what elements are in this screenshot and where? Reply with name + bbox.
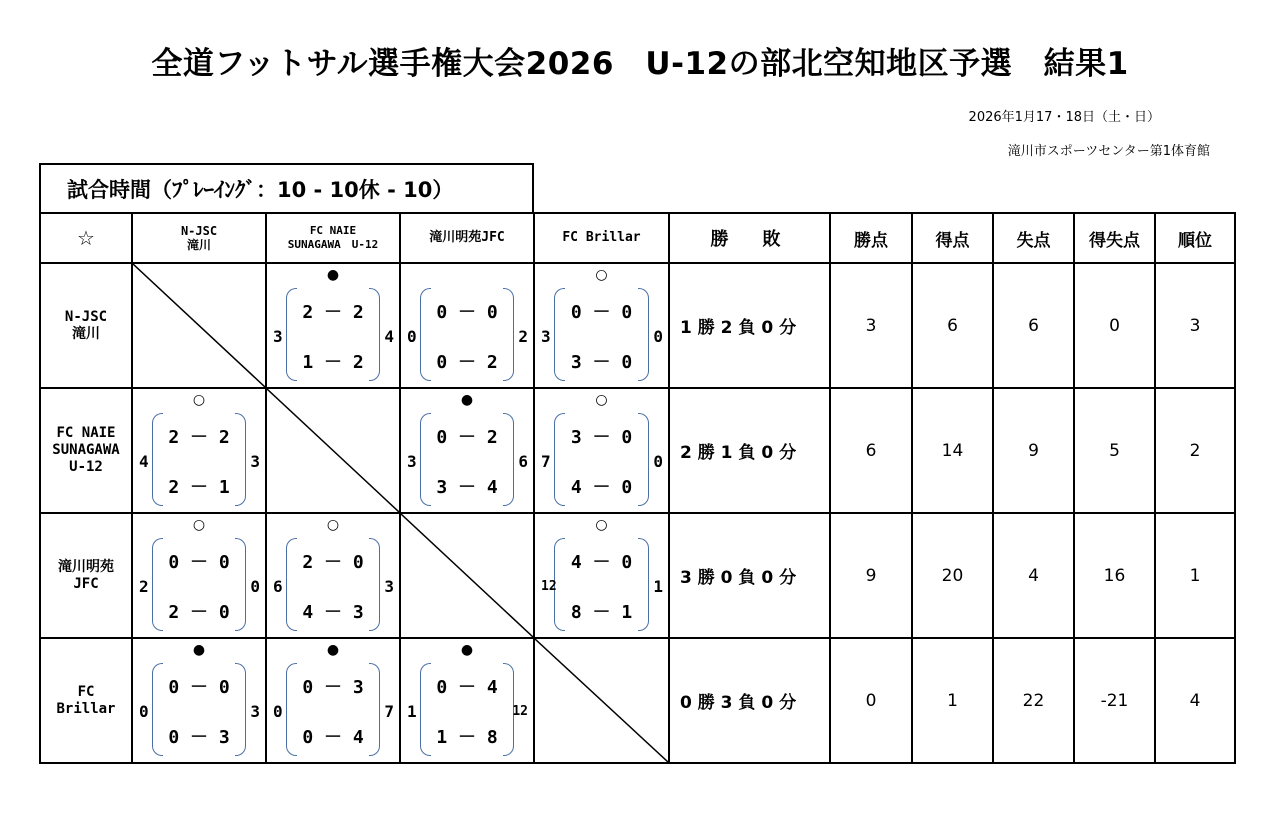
- total-score-away: 12: [512, 704, 528, 719]
- result-mark-icon: ●: [460, 642, 474, 658]
- row-team-name: FC Brillar: [40, 638, 132, 763]
- match-result: [267, 264, 399, 387]
- total-score-away: 7: [384, 702, 394, 721]
- bracket-right: [638, 538, 649, 631]
- match-result: [133, 389, 265, 512]
- total-score-home: 0: [273, 702, 283, 721]
- first-half-score: 0 － 0: [168, 677, 230, 698]
- first-half-score: 4 － 0: [570, 552, 633, 573]
- self-match-cell: [132, 263, 266, 388]
- total-score-home: 3: [407, 452, 417, 471]
- header-team-1: N-JSC 滝川: [132, 213, 266, 263]
- match-cell: [400, 388, 534, 513]
- result-mark-icon: ○: [595, 392, 608, 408]
- result-mark-icon: ●: [192, 642, 206, 658]
- first-half-score: 0 － 0: [570, 302, 633, 323]
- goals-against-cell: 4: [993, 513, 1074, 638]
- bracket-right: [235, 538, 246, 631]
- record-cell: 1 勝 2 負 0 分: [669, 263, 830, 388]
- bracket-right: [503, 413, 514, 506]
- match-cell: [534, 263, 669, 388]
- bracket-right: [369, 538, 380, 631]
- self-match-cell: [400, 513, 534, 638]
- goals-against-cell: 9: [993, 388, 1074, 513]
- bracket-right: [638, 413, 649, 506]
- goals-for-cell: 14: [912, 388, 993, 513]
- second-half-score: 3 － 0: [570, 352, 633, 373]
- match-result: [133, 639, 265, 762]
- total-score-home: 1: [407, 702, 417, 721]
- header-goals-against: 失点: [993, 213, 1074, 263]
- header-team-3: 滝川明苑JFC: [400, 213, 534, 263]
- total-score-away: 4: [384, 327, 394, 346]
- match-result: [267, 639, 399, 762]
- header-row: [40, 213, 1235, 263]
- goals-against-cell: 6: [993, 263, 1074, 388]
- match-result: [535, 389, 668, 512]
- match-cell: [266, 513, 400, 638]
- row-team-name: 滝川明苑 JFC: [40, 513, 132, 638]
- table-row: [40, 638, 1235, 763]
- match-cell: [132, 388, 266, 513]
- match-cell: [266, 638, 400, 763]
- diagonal-line: [267, 389, 399, 512]
- bracket-left: [286, 538, 297, 631]
- match-cell: [132, 638, 266, 763]
- first-half-score: 2 － 0: [302, 552, 364, 573]
- header-points: 勝点: [830, 213, 912, 263]
- total-score-home: 0: [139, 702, 149, 721]
- second-half-score: 0 － 2: [436, 352, 498, 373]
- first-half-score: 0 － 0: [436, 302, 498, 323]
- self-match-cell: [534, 638, 669, 763]
- goal-diff-cell: 5: [1074, 388, 1155, 513]
- result-mark-icon: ○: [595, 267, 608, 283]
- row-team-name: N-JSC 滝川: [40, 263, 132, 388]
- result-mark-icon: ○: [192, 392, 206, 408]
- result-mark-icon: ○: [192, 517, 206, 533]
- first-half-score: 0 － 3: [302, 677, 364, 698]
- bracket-right: [638, 288, 649, 381]
- header-goals-for: 得点: [912, 213, 993, 263]
- match-result: [133, 514, 265, 637]
- match-result: [401, 389, 533, 512]
- total-score-away: 2: [518, 327, 528, 346]
- results-table: [39, 212, 1236, 764]
- total-score-home: 2: [139, 577, 149, 596]
- event-venue: 滝川市スポーツセンター第1体育館: [1007, 144, 1210, 159]
- points-cell: 9: [830, 513, 912, 638]
- table-row: [40, 513, 1235, 638]
- total-score-away: 3: [250, 452, 260, 471]
- goals-against-cell: 22: [993, 638, 1074, 763]
- second-half-score: 1 － 2: [302, 352, 364, 373]
- rank-cell: 4: [1155, 638, 1235, 763]
- rank-cell: 3: [1155, 263, 1235, 388]
- first-half-score: 0 － 0: [168, 552, 230, 573]
- total-score-home: 6: [273, 577, 283, 596]
- goals-for-cell: 1: [912, 638, 993, 763]
- goals-for-cell: 20: [912, 513, 993, 638]
- record-cell: 3 勝 0 負 0 分: [669, 513, 830, 638]
- bracket-left: [152, 663, 163, 756]
- match-cell: [534, 388, 669, 513]
- total-score-home: 3: [273, 327, 283, 346]
- second-half-score: 1 － 8: [436, 727, 498, 748]
- result-mark-icon: ●: [326, 267, 340, 283]
- second-half-score: 0 － 3: [168, 727, 230, 748]
- result-mark-icon: ○: [595, 517, 608, 533]
- total-score-away: 0: [653, 452, 663, 471]
- total-score-home: 3: [541, 327, 551, 346]
- diagonal-line: [133, 264, 265, 387]
- bracket-right: [369, 663, 380, 756]
- header-goal-diff: 得失点: [1074, 213, 1155, 263]
- goal-diff-cell: 0: [1074, 263, 1155, 388]
- match-cell: [266, 263, 400, 388]
- total-score-home: 4: [139, 452, 149, 471]
- goals-for-cell: 6: [912, 263, 993, 388]
- second-half-score: 2 － 0: [168, 602, 230, 623]
- bracket-left: [420, 288, 431, 381]
- bracket-left: [152, 538, 163, 631]
- record-cell: 0 勝 3 負 0 分: [669, 638, 830, 763]
- goal-diff-cell: -21: [1074, 638, 1155, 763]
- total-score-home: 12: [541, 579, 557, 594]
- rank-cell: 2: [1155, 388, 1235, 513]
- match-cell: [400, 638, 534, 763]
- match-cell: [132, 513, 266, 638]
- second-half-score: 8 － 1: [570, 602, 633, 623]
- header-team-4: FC Brillar: [534, 213, 669, 263]
- first-half-score: 0 － 4: [436, 677, 498, 698]
- bracket-right: [369, 288, 380, 381]
- total-score-home: 0: [407, 327, 417, 346]
- total-score-away: 6: [518, 452, 528, 471]
- total-score-home: 7: [541, 452, 551, 471]
- match-result: [535, 264, 668, 387]
- result-mark-icon: ●: [326, 642, 340, 658]
- bracket-left: [554, 413, 565, 506]
- diagonal-line: [535, 639, 668, 762]
- match-cell: [400, 263, 534, 388]
- match-result: [401, 264, 533, 387]
- match-cell: [534, 513, 669, 638]
- table-row: [40, 388, 1235, 513]
- bracket-left: [420, 413, 431, 506]
- header-team-2: FC NAIE SUNAGAWA U-12: [266, 213, 400, 263]
- bracket-left: [420, 663, 431, 756]
- page-title: 全道フットサル選手権大会2026 U-12の部北空知地区予選 結果1: [151, 46, 1129, 82]
- goal-diff-cell: 16: [1074, 513, 1155, 638]
- bracket-right: [235, 413, 246, 506]
- match-time-label: 試合時間（ﾌﾟﾚｰｲﾝｸﾞ：10 - 10休 - 10）: [39, 163, 534, 212]
- first-half-score: 0 － 2: [436, 427, 498, 448]
- table-row: [40, 263, 1235, 388]
- total-score-away: 0: [653, 327, 663, 346]
- result-mark-icon: ○: [326, 517, 340, 533]
- total-score-away: 3: [384, 577, 394, 596]
- points-cell: 3: [830, 263, 912, 388]
- total-score-away: 0: [250, 577, 260, 596]
- match-result: [267, 514, 399, 637]
- first-half-score: 2 － 2: [302, 302, 364, 323]
- diagonal-line: [401, 514, 533, 637]
- rank-cell: 1: [1155, 513, 1235, 638]
- second-half-score: 3 － 4: [436, 477, 498, 498]
- match-result: [401, 639, 533, 762]
- points-cell: 6: [830, 388, 912, 513]
- bracket-left: [286, 288, 297, 381]
- total-score-away: 3: [250, 702, 260, 721]
- match-result: [535, 514, 668, 637]
- bracket-left: [554, 288, 565, 381]
- second-half-score: 4 － 0: [570, 477, 633, 498]
- star-icon: ☆: [40, 213, 132, 263]
- second-half-score: 2 － 1: [168, 477, 230, 498]
- bracket-left: [286, 663, 297, 756]
- total-score-away: 1: [653, 577, 663, 596]
- event-date: 2026年1月17・18日（土・日）: [968, 110, 1160, 125]
- bracket-right: [235, 663, 246, 756]
- points-cell: 0: [830, 638, 912, 763]
- header-rank: 順位: [1155, 213, 1235, 263]
- result-mark-icon: ●: [460, 392, 474, 408]
- first-half-score: 2 － 2: [168, 427, 230, 448]
- second-half-score: 4 － 3: [302, 602, 364, 623]
- self-match-cell: [266, 388, 400, 513]
- record-cell: 2 勝 1 負 0 分: [669, 388, 830, 513]
- second-half-score: 0 － 4: [302, 727, 364, 748]
- bracket-left: [152, 413, 163, 506]
- row-team-name: FC NAIE SUNAGAWA U-12: [40, 388, 132, 513]
- bracket-right: [503, 288, 514, 381]
- first-half-score: 3 － 0: [570, 427, 633, 448]
- header-record: 勝 敗: [669, 213, 830, 263]
